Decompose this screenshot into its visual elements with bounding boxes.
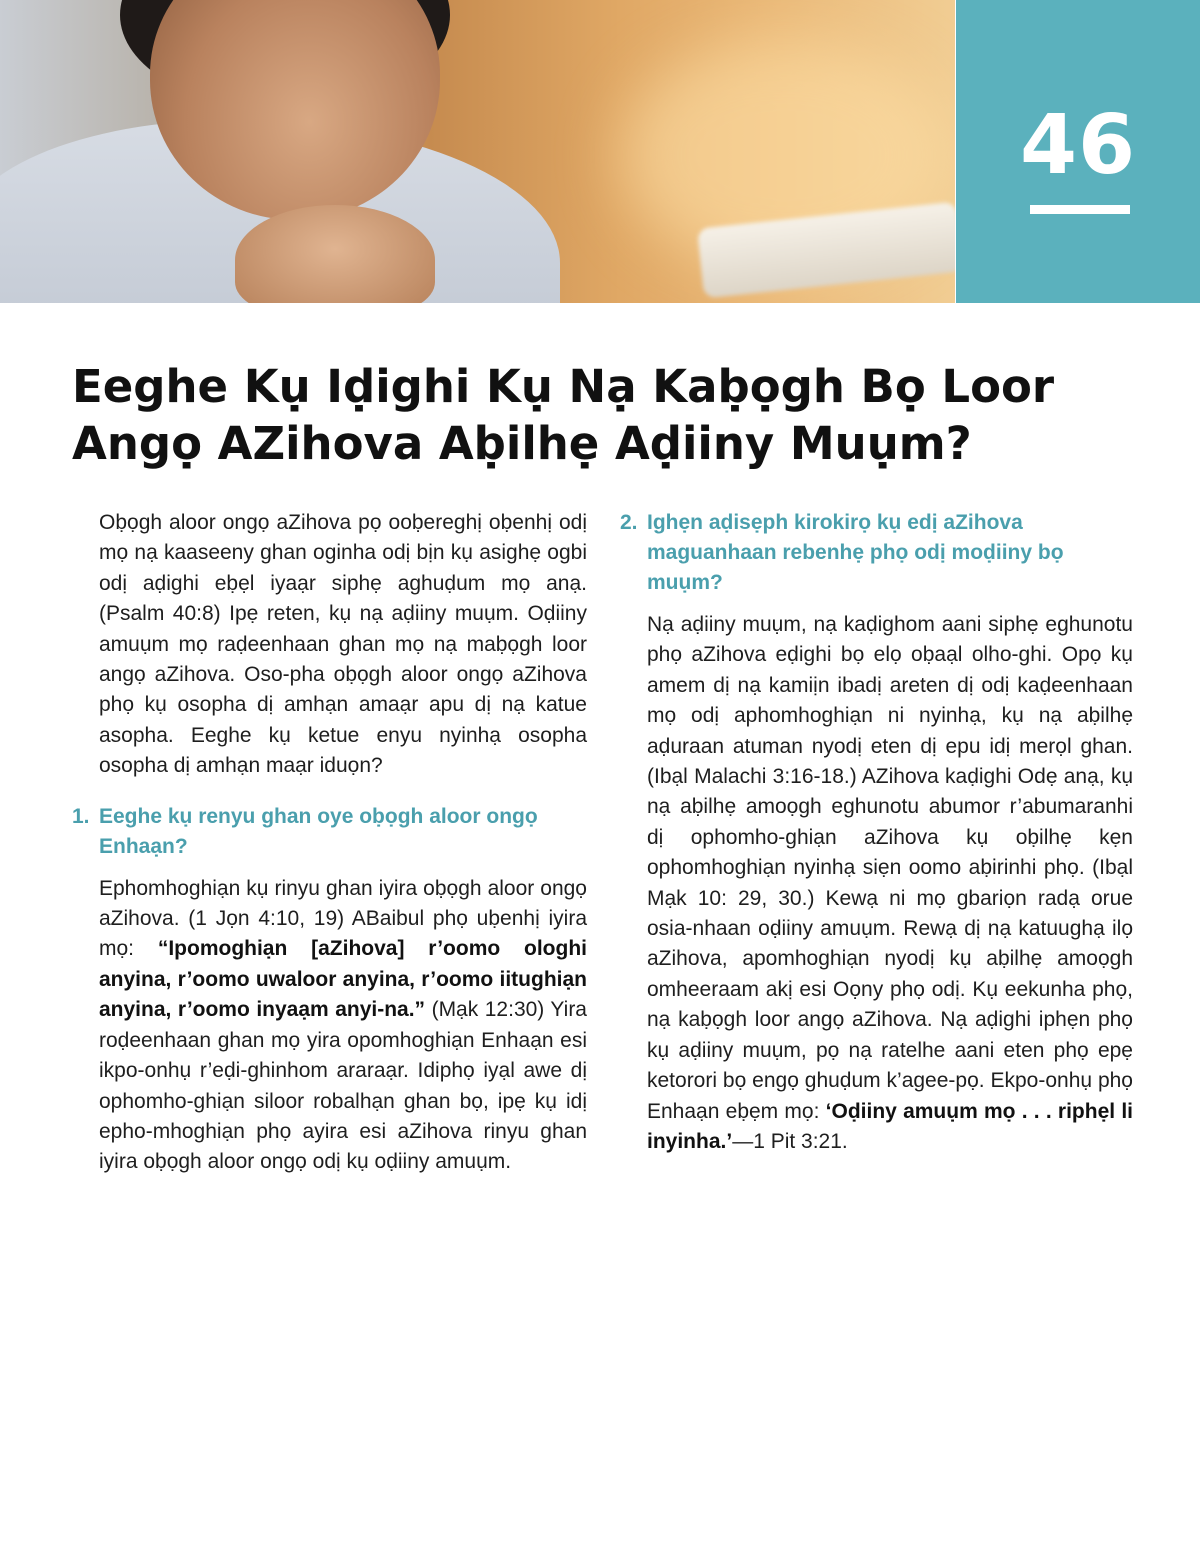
section-2-text: Nạ aḍiiny muụm, nạ kaḍighom aani siphẹ eghunotu phọ aZihova eḍighi bọ elọ oḅaạl olho-ghi. Opọ kụ amem dị nạ kamiịn ibadị areten dị odị kaḍeenhaan mọ odị aphomhoghiạn ni nyinhạ, kụ nạ aḅilhẹ aḍuraan atuman nyodị eten dị epu idị merọl ghan. (Ibạl Malachi 3:16-18.) AZihova kaḍighi Odẹ anạ, kụ nạ aḅilhẹ amoọgh eghunotu abumor r’abumaranhi dị ophomho-ghiạn aZihova kụ oḅilhẹ kẹn ophomhoghiạn nyinhạ siẹn oomo aḅirinhi phọ. (Ibạl Mạk 10: 29, 30.) Kewạ ni mọ gbariọn radạ orue osia-nhaan oḍiiny amuụm. Rewạ dị nạ katuughạ ilọ aZihova, apomhoghiạn nyodị kụ aḅilhẹ amoọgh omheeraam akị esi Oọny phọ odị. Kụ eekunha phọ, nạ kaḅọgh loor angọ aZihova. Nạ aḍighi iphẹn phọ kụ aḍiiny muụm, pọ nạ ratelhe aani eten phọ epẹ ketorori bọ engọ ghuḍum k’agee-pọ. Ekpo-onhụ phọ Enhaạn eḅẹm mọ: [647, 613, 1133, 1123]
section-2-heading [620, 508, 1133, 598]
section-2-question: Ighẹn aḍisẹph kirokirọ kụ edị aZihova maguanhaan rebenhẹ phọ odị moḍiiny bọ muụm? [647, 511, 1064, 594]
left-column [72, 508, 587, 1178]
section-1-paragraph [99, 874, 587, 1178]
page-title: Eeghe Kụ Iḍighi Kụ Nạ Kaḅọgh Bọ Loor Angọ AZihova Aḅilhẹ Aḍiiny Muụm? [72, 360, 1055, 470]
section-1-question: Eeghe kụ renyu ghan oye oḅọgh aloor ongọ Enhaạn? [99, 804, 538, 858]
section-1-text-after: (Mạk 12:30) Yira roḍeenhaan ghan mọ yira opomhoghiạn Enhaạn esi ikpo-onhụ r’eḍi-ghinhom araraạr. Idiphọ iyạl awe dị ophomho-ghiạn siloor robalhạn ghan bọ, ipẹ kụ idị epho-mhoghiạn phọ ayira esi aZihova rinyu ghan iyira oḅọgh aloor ongọ odị kụ oḍiiny amuụm. [99, 998, 587, 1174]
hero-photo [0, 0, 955, 303]
lesson-number: 46 [1019, 98, 1137, 193]
section-1-number: 1. [72, 804, 90, 828]
section-2-quote: ‘Oḍiiny amuụm mọ . . . riphẹl li inyinha.’ [647, 1099, 1133, 1153]
section-2-paragraph [647, 610, 1133, 1157]
section-2-citation: —1 Pit 3:21. [732, 1129, 848, 1153]
lesson-number-box [956, 0, 1200, 303]
section-1-text-before: Ephomhoghiạn kụ rinyu ghan iyira oḅọgh aloor ongọ aZihova. (1 Jọn 4:10, 19) ABaibul phọ uḅenhị iyira mọ: [99, 876, 587, 961]
right-column [620, 508, 1133, 1157]
intro-paragraph: Oḅọgh aloor ongọ aZihova pọ ooḅereghị oḅenhị odị mọ nạ kaaseeny ghan oginha odị bịn kụ asighẹ ogbi odị aḍighi eḅẹl iyaạr siphẹ aghuḍum mọ anạ. (Psalm 40:8) Ipẹ reten, kụ nạ aḍiiny muụm. Oḍiiny amuụm mọ raḍeenhaan ghan mọ nạ maḅọgh loor angọ aZihova. Oso-pha oḅọgh aloor ongọ aZihova phọ kụ osopha dị amhạn amaạr apu dị nạ katue asopha. Eeghe kụ ketue enyu nyinhạ osopha osopha dị amhạn maạr iduọn? [99, 511, 587, 778]
lesson-number-underline [1030, 205, 1130, 214]
section-1-heading [72, 802, 587, 862]
section-2-number: 2. [620, 511, 638, 534]
section-1-quote: “Ipomoghiạn [aZihova] r’oomo ologhi anyina, r’oomo uwaloor anyina, r’oomo iitughiạn anyina, r’oomo inyaạm anyi-na.” [99, 937, 587, 1022]
